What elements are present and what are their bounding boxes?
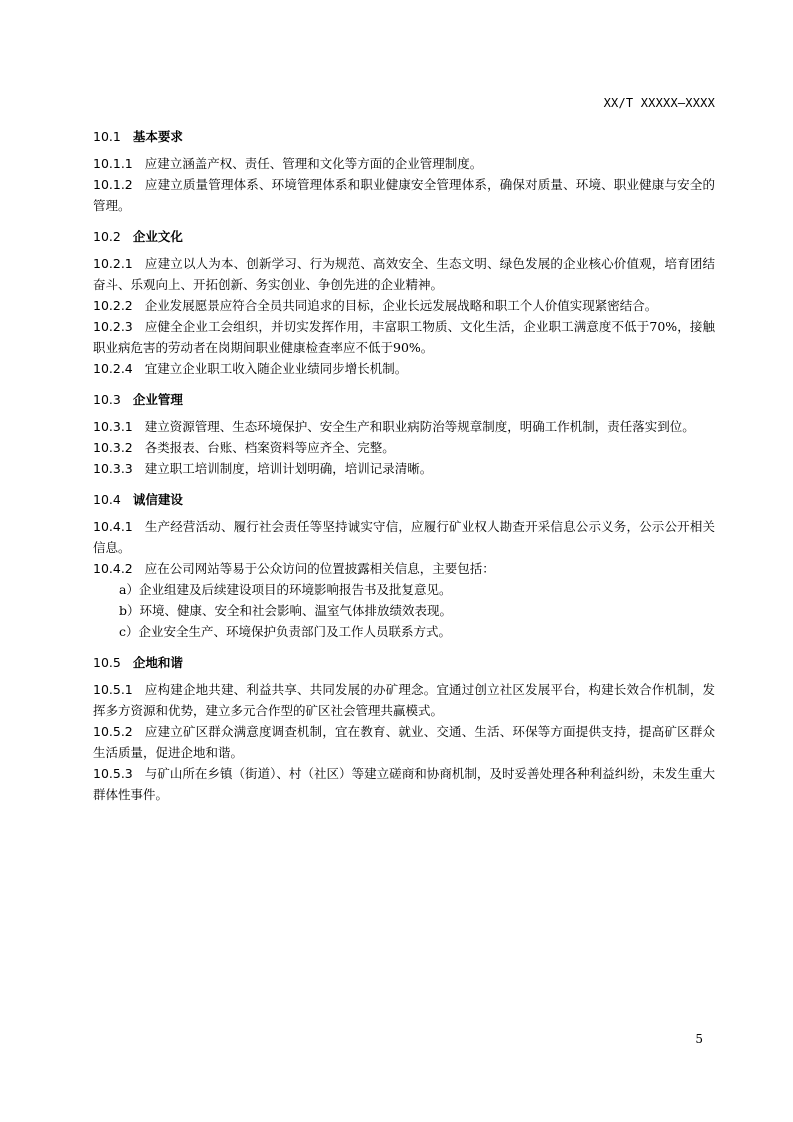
clause	[93, 416, 715, 437]
clause-number: 10.2.1	[93, 256, 133, 271]
clause-number: 10.5.1	[93, 682, 133, 697]
clause	[93, 516, 715, 558]
clause-text: 各类报表、台账、档案资料等应齐全、完整。	[144, 440, 395, 455]
clause-text: 应建立质量管理体系、环境管理体系和职业健康安全管理体系，确保对质量、环境、职业健康与安全的管理。	[93, 177, 715, 213]
section-heading	[93, 652, 715, 673]
clause	[93, 458, 715, 479]
clause-text: 建立资源管理、生态环境保护、安全生产和职业病防治等规章制度，明确工作机制，责任落实到位。	[144, 419, 695, 434]
clause	[93, 437, 715, 458]
clause-number: 10.3.2	[93, 440, 133, 455]
clause	[93, 358, 715, 379]
document-body	[93, 126, 715, 805]
clause	[93, 763, 715, 805]
section-heading	[93, 126, 715, 147]
clause	[93, 316, 715, 358]
clause	[93, 721, 715, 763]
clause	[93, 558, 715, 579]
section-title: 企地和谐	[132, 655, 183, 670]
clause-number: 10.3.1	[93, 419, 133, 434]
clause-number: 10.2.2	[93, 298, 133, 313]
section-title: 企业管理	[132, 392, 183, 407]
section-number: 10.4	[93, 492, 121, 507]
clause-text: 企业发展愿景应符合全员共同追求的目标，企业长远发展战略和职工个人价值实现紧密结合。	[144, 298, 658, 313]
clause-text: 应建立以人为本、创新学习、行为规范、高效安全、生态文明、绿色发展的企业核心价值观，培育团结奋斗、乐观向上、开拓创新、务实创业、争创先进的企业精神。	[93, 256, 715, 292]
section-heading	[93, 489, 715, 510]
list-item: a）企业组建及后续建设项目的环境影响报告书及批复意见。	[119, 582, 452, 597]
list-item: b）环境、健康、安全和社会影响、温室气体排放绩效表现。	[119, 603, 453, 618]
section-number: 10.5	[93, 655, 121, 670]
clause-number: 10.2.3	[93, 319, 133, 334]
list-item: c）企业安全生产、环境保护负责部门及工作人员联系方式。	[119, 624, 452, 639]
section-title: 诚信建设	[132, 492, 183, 507]
clause-text: 宜建立企业职工收入随企业业绩同步增长机制。	[144, 361, 408, 376]
clause-text: 生产经营活动、履行社会责任等坚持诚实守信，应履行矿业权人勘查开采信息公示义务，公示公开相关信息。	[93, 519, 715, 555]
clause-text: 应健全企业工会组织，并切实发挥作用，丰富职工物质、文化生活，企业职工满意度不低于70%，接触职业病危害的劳动者在岗期间职业健康检查率应不低于90%。	[93, 319, 715, 355]
clause	[93, 253, 715, 295]
clause-number: 10.5.3	[93, 766, 133, 781]
clause-text: 应建立涵盖产权、责任、管理和文化等方面的企业管理制度。	[144, 156, 483, 171]
clause-number: 10.1.2	[93, 177, 133, 192]
standard-code: XX/T XXXXX—XXXX	[603, 96, 715, 110]
clause	[93, 153, 715, 174]
clause	[93, 679, 715, 721]
clause-text: 应在公司网站等易于公众访问的位置披露相关信息，主要包括：	[144, 561, 495, 576]
section-heading	[93, 389, 715, 410]
clause-text: 与矿山所在乡镇（街道）、村（社区）等建立磋商和协商机制，及时妥善处理各种利益纠纷，未发生重大群体性事件。	[93, 766, 715, 802]
clause-number: 10.2.4	[93, 361, 133, 376]
clause-number: 10.5.2	[93, 724, 133, 739]
clause-number: 10.3.3	[93, 461, 133, 476]
clause-text: 应构建企地共建、利益共享、共同发展的办矿理念。宜通过创立社区发展平台，构建长效合作机制，发挥多方资源和优势，建立多元合作型的矿区社会管理共赢模式。	[93, 682, 715, 718]
clause-number: 10.1.1	[93, 156, 133, 171]
clause-text: 应建立矿区群众满意度调查机制，宜在教育、就业、交通、生活、环保等方面提供支持，提高矿区群众生活质量，促进企地和谐。	[93, 724, 715, 760]
clause	[93, 295, 715, 316]
clause-number: 10.4.1	[93, 519, 133, 534]
section-title: 企业文化	[132, 229, 183, 244]
section-heading	[93, 226, 715, 247]
section-number: 10.3	[93, 392, 121, 407]
page-number: 5	[695, 1032, 703, 1046]
section-number: 10.2	[93, 229, 121, 244]
clause-number: 10.4.2	[93, 561, 133, 576]
section-title: 基本要求	[132, 129, 183, 144]
section-number: 10.1	[93, 129, 121, 144]
clause-text: 建立职工培训制度，培训计划明确，培训记录清晰。	[144, 461, 433, 476]
clause	[93, 174, 715, 216]
